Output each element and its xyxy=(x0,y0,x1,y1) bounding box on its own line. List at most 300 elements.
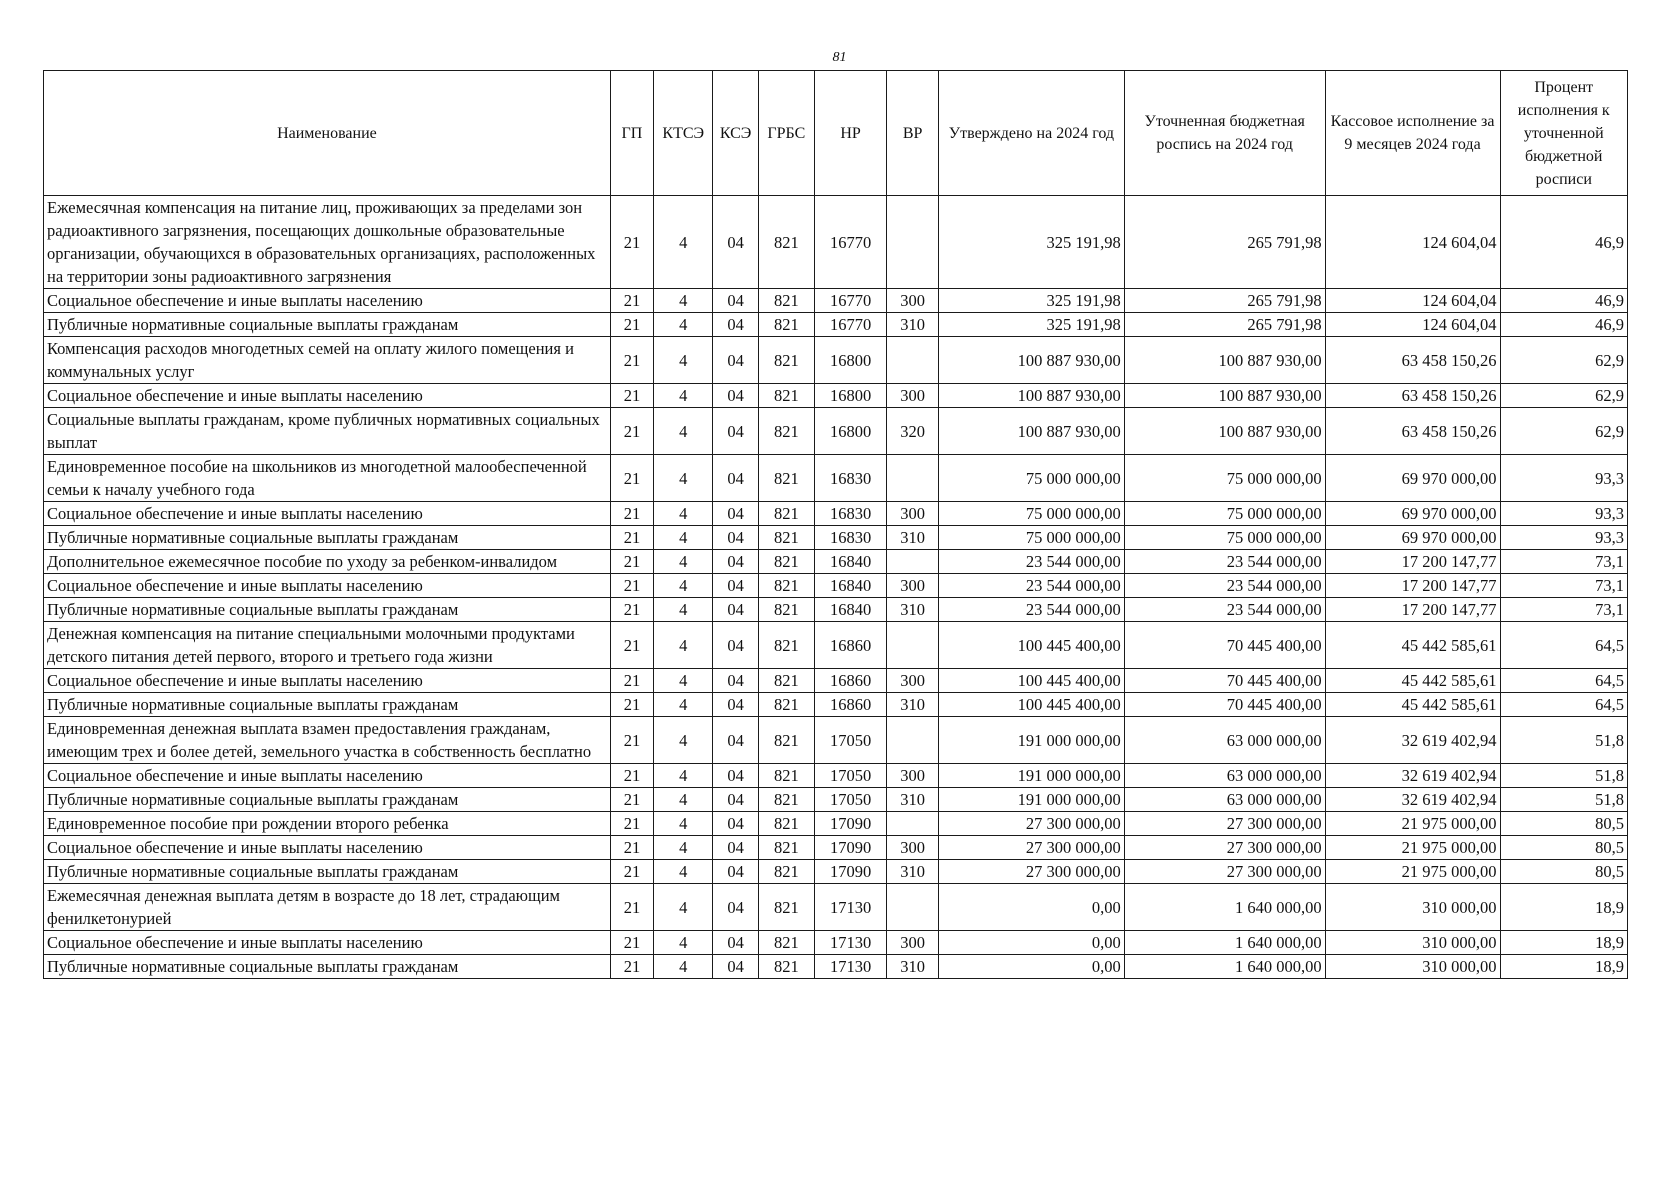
ktse-cell: 4 xyxy=(654,931,713,955)
cash-execution-cell: 21 975 000,00 xyxy=(1325,812,1500,836)
grbs-cell: 821 xyxy=(758,788,814,812)
name-cell: Публичные нормативные социальные выплаты гражданам xyxy=(44,693,611,717)
cash-execution-cell: 17 200 147,77 xyxy=(1325,574,1500,598)
percent-cell: 46,9 xyxy=(1500,196,1628,289)
gp-cell: 21 xyxy=(610,717,653,764)
ktse-cell: 4 xyxy=(654,455,713,502)
percent-cell: 64,5 xyxy=(1500,622,1628,669)
gp-cell: 21 xyxy=(610,693,653,717)
kse-cell: 04 xyxy=(713,455,758,502)
vr-cell: 300 xyxy=(887,502,939,526)
nr-cell: 16830 xyxy=(814,502,886,526)
kse-cell: 04 xyxy=(713,955,758,979)
gp-cell: 21 xyxy=(610,550,653,574)
ktse-cell: 4 xyxy=(654,884,713,931)
table-row xyxy=(44,788,1628,812)
gp-cell: 21 xyxy=(610,574,653,598)
refined-budget-cell: 70 445 400,00 xyxy=(1124,622,1325,669)
ktse-cell: 4 xyxy=(654,955,713,979)
ktse-cell: 4 xyxy=(654,693,713,717)
approved-cell: 100 445 400,00 xyxy=(939,669,1125,693)
name-cell: Публичные нормативные социальные выплаты гражданам xyxy=(44,788,611,812)
refined-budget-cell: 23 544 000,00 xyxy=(1124,574,1325,598)
grbs-cell: 821 xyxy=(758,693,814,717)
approved-cell: 0,00 xyxy=(939,884,1125,931)
header-row xyxy=(44,71,1628,196)
cash-execution-cell: 45 442 585,61 xyxy=(1325,622,1500,669)
table-row xyxy=(44,860,1628,884)
kse-cell: 04 xyxy=(713,622,758,669)
ktse-cell: 4 xyxy=(654,384,713,408)
column-header-ktse: КТСЭ xyxy=(654,71,713,196)
approved-cell: 23 544 000,00 xyxy=(939,550,1125,574)
kse-cell: 04 xyxy=(713,812,758,836)
kse-cell: 04 xyxy=(713,931,758,955)
refined-budget-cell: 100 887 930,00 xyxy=(1124,408,1325,455)
gp-cell: 21 xyxy=(610,455,653,502)
ktse-cell: 4 xyxy=(654,574,713,598)
approved-cell: 191 000 000,00 xyxy=(939,717,1125,764)
grbs-cell: 821 xyxy=(758,931,814,955)
refined-budget-cell: 63 000 000,00 xyxy=(1124,764,1325,788)
grbs-cell: 821 xyxy=(758,502,814,526)
grbs-cell: 821 xyxy=(758,384,814,408)
cash-execution-cell: 310 000,00 xyxy=(1325,884,1500,931)
nr-cell: 16840 xyxy=(814,574,886,598)
approved-cell: 27 300 000,00 xyxy=(939,812,1125,836)
gp-cell: 21 xyxy=(610,196,653,289)
kse-cell: 04 xyxy=(713,764,758,788)
approved-cell: 100 887 930,00 xyxy=(939,384,1125,408)
table-row xyxy=(44,669,1628,693)
vr-cell xyxy=(887,812,939,836)
approved-cell: 23 544 000,00 xyxy=(939,574,1125,598)
nr-cell: 17130 xyxy=(814,884,886,931)
gp-cell: 21 xyxy=(610,313,653,337)
approved-cell: 0,00 xyxy=(939,955,1125,979)
ktse-cell: 4 xyxy=(654,764,713,788)
kse-cell: 04 xyxy=(713,574,758,598)
grbs-cell: 821 xyxy=(758,884,814,931)
cash-execution-cell: 69 970 000,00 xyxy=(1325,526,1500,550)
column-header-name: Наименование xyxy=(44,71,611,196)
percent-cell: 18,9 xyxy=(1500,955,1628,979)
table-row xyxy=(44,408,1628,455)
refined-budget-cell: 265 791,98 xyxy=(1124,313,1325,337)
gp-cell: 21 xyxy=(610,384,653,408)
vr-cell: 310 xyxy=(887,955,939,979)
table-row xyxy=(44,455,1628,502)
cash-execution-cell: 63 458 150,26 xyxy=(1325,337,1500,384)
vr-cell: 310 xyxy=(887,313,939,337)
table-row xyxy=(44,931,1628,955)
kse-cell: 04 xyxy=(713,884,758,931)
percent-cell: 46,9 xyxy=(1500,313,1628,337)
grbs-cell: 821 xyxy=(758,574,814,598)
cash-execution-cell: 17 200 147,77 xyxy=(1325,598,1500,622)
ktse-cell: 4 xyxy=(654,502,713,526)
column-header-cash-execution: Кассовое исполнение за 9 месяцев 2024 года xyxy=(1325,71,1500,196)
gp-cell: 21 xyxy=(610,502,653,526)
name-cell: Социальное обеспечение и иные выплаты населению xyxy=(44,502,611,526)
percent-cell: 18,9 xyxy=(1500,931,1628,955)
nr-cell: 17090 xyxy=(814,836,886,860)
table-row xyxy=(44,622,1628,669)
ktse-cell: 4 xyxy=(654,669,713,693)
name-cell: Публичные нормативные социальные выплаты гражданам xyxy=(44,526,611,550)
ktse-cell: 4 xyxy=(654,622,713,669)
approved-cell: 100 445 400,00 xyxy=(939,622,1125,669)
kse-cell: 04 xyxy=(713,313,758,337)
approved-cell: 75 000 000,00 xyxy=(939,455,1125,502)
name-cell: Социальное обеспечение и иные выплаты населению xyxy=(44,384,611,408)
kse-cell: 04 xyxy=(713,669,758,693)
nr-cell: 17090 xyxy=(814,812,886,836)
gp-cell: 21 xyxy=(610,289,653,313)
ktse-cell: 4 xyxy=(654,526,713,550)
percent-cell: 80,5 xyxy=(1500,860,1628,884)
gp-cell: 21 xyxy=(610,764,653,788)
cash-execution-cell: 45 442 585,61 xyxy=(1325,669,1500,693)
nr-cell: 16770 xyxy=(814,289,886,313)
percent-cell: 93,3 xyxy=(1500,455,1628,502)
name-cell: Дополнительное ежемесячное пособие по уходу за ребенком-инвалидом xyxy=(44,550,611,574)
cash-execution-cell: 63 458 150,26 xyxy=(1325,408,1500,455)
percent-cell: 62,9 xyxy=(1500,384,1628,408)
grbs-cell: 821 xyxy=(758,622,814,669)
approved-cell: 100 445 400,00 xyxy=(939,693,1125,717)
table-row xyxy=(44,574,1628,598)
ktse-cell: 4 xyxy=(654,788,713,812)
name-cell: Социальные выплаты гражданам, кроме публичных нормативных социальных выплат xyxy=(44,408,611,455)
ktse-cell: 4 xyxy=(654,408,713,455)
vr-cell xyxy=(887,717,939,764)
table-row xyxy=(44,526,1628,550)
column-header-approved: Утверждено на 2024 год xyxy=(939,71,1125,196)
gp-cell: 21 xyxy=(610,526,653,550)
cash-execution-cell: 17 200 147,77 xyxy=(1325,550,1500,574)
name-cell: Социальное обеспечение и иные выплаты населению xyxy=(44,289,611,313)
approved-cell: 325 191,98 xyxy=(939,196,1125,289)
gp-cell: 21 xyxy=(610,408,653,455)
vr-cell: 310 xyxy=(887,693,939,717)
table-body xyxy=(44,196,1628,979)
approved-cell: 27 300 000,00 xyxy=(939,860,1125,884)
cash-execution-cell: 69 970 000,00 xyxy=(1325,502,1500,526)
ktse-cell: 4 xyxy=(654,598,713,622)
approved-cell: 325 191,98 xyxy=(939,289,1125,313)
name-cell: Социальное обеспечение и иные выплаты населению xyxy=(44,764,611,788)
percent-cell: 51,8 xyxy=(1500,717,1628,764)
vr-cell: 300 xyxy=(887,931,939,955)
gp-cell: 21 xyxy=(610,669,653,693)
cash-execution-cell: 124 604,04 xyxy=(1325,196,1500,289)
vr-cell: 320 xyxy=(887,408,939,455)
gp-cell: 21 xyxy=(610,955,653,979)
kse-cell: 04 xyxy=(713,384,758,408)
name-cell: Ежемесячная денежная выплата детям в возрасте до 18 лет, страдающим фенилкетонурией xyxy=(44,884,611,931)
percent-cell: 64,5 xyxy=(1500,669,1628,693)
approved-cell: 23 544 000,00 xyxy=(939,598,1125,622)
kse-cell: 04 xyxy=(713,526,758,550)
page-number: 81 xyxy=(832,50,847,65)
column-header-refined-budget: Уточненная бюджетная роспись на 2024 год xyxy=(1124,71,1325,196)
table-row xyxy=(44,313,1628,337)
cash-execution-cell: 45 442 585,61 xyxy=(1325,693,1500,717)
grbs-cell: 821 xyxy=(758,455,814,502)
refined-budget-cell: 100 887 930,00 xyxy=(1124,337,1325,384)
cash-execution-cell: 124 604,04 xyxy=(1325,289,1500,313)
name-cell: Ежемесячная компенсация на питание лиц, проживающих за пределами зон радиоактивного загрязнения, посещающих дошкольные образовательные организации, обучающихся в образовательных организациях, расположенных на территории зоны радиоактивного загрязнения xyxy=(44,196,611,289)
ktse-cell: 4 xyxy=(654,550,713,574)
column-header-grbs: ГРБС xyxy=(758,71,814,196)
table-row xyxy=(44,598,1628,622)
table-row xyxy=(44,812,1628,836)
cash-execution-cell: 69 970 000,00 xyxy=(1325,455,1500,502)
name-cell: Денежная компенсация на питание специальными молочными продуктами детского питания детей первого, второго и третьего года жизни xyxy=(44,622,611,669)
approved-cell: 27 300 000,00 xyxy=(939,836,1125,860)
name-cell: Публичные нормативные социальные выплаты гражданам xyxy=(44,860,611,884)
cash-execution-cell: 63 458 150,26 xyxy=(1325,384,1500,408)
nr-cell: 17130 xyxy=(814,931,886,955)
grbs-cell: 821 xyxy=(758,764,814,788)
ktse-cell: 4 xyxy=(654,313,713,337)
percent-cell: 80,5 xyxy=(1500,836,1628,860)
percent-cell: 73,1 xyxy=(1500,598,1628,622)
name-cell: Социальное обеспечение и иные выплаты населению xyxy=(44,836,611,860)
cash-execution-cell: 32 619 402,94 xyxy=(1325,764,1500,788)
grbs-cell: 821 xyxy=(758,598,814,622)
table-row xyxy=(44,337,1628,384)
column-header-kse: КСЭ xyxy=(713,71,758,196)
kse-cell: 04 xyxy=(713,408,758,455)
name-cell: Социальное обеспечение и иные выплаты населению xyxy=(44,574,611,598)
grbs-cell: 821 xyxy=(758,955,814,979)
ktse-cell: 4 xyxy=(654,289,713,313)
percent-cell: 73,1 xyxy=(1500,574,1628,598)
name-cell: Публичные нормативные социальные выплаты гражданам xyxy=(44,598,611,622)
cash-execution-cell: 310 000,00 xyxy=(1325,931,1500,955)
grbs-cell: 821 xyxy=(758,196,814,289)
ktse-cell: 4 xyxy=(654,337,713,384)
gp-cell: 21 xyxy=(610,812,653,836)
approved-cell: 100 887 930,00 xyxy=(939,408,1125,455)
grbs-cell: 821 xyxy=(758,289,814,313)
table-row xyxy=(44,289,1628,313)
vr-cell: 310 xyxy=(887,860,939,884)
ktse-cell: 4 xyxy=(654,717,713,764)
table-row xyxy=(44,836,1628,860)
approved-cell: 191 000 000,00 xyxy=(939,788,1125,812)
refined-budget-cell: 27 300 000,00 xyxy=(1124,836,1325,860)
kse-cell: 04 xyxy=(713,502,758,526)
table-row xyxy=(44,502,1628,526)
gp-cell: 21 xyxy=(610,884,653,931)
vr-cell xyxy=(887,550,939,574)
kse-cell: 04 xyxy=(713,693,758,717)
percent-cell: 18,9 xyxy=(1500,884,1628,931)
kse-cell: 04 xyxy=(713,289,758,313)
table-row xyxy=(44,717,1628,764)
nr-cell: 17050 xyxy=(814,788,886,812)
percent-cell: 51,8 xyxy=(1500,788,1628,812)
percent-cell: 80,5 xyxy=(1500,812,1628,836)
nr-cell: 16840 xyxy=(814,550,886,574)
table-row xyxy=(44,764,1628,788)
vr-cell: 300 xyxy=(887,669,939,693)
vr-cell: 300 xyxy=(887,836,939,860)
cash-execution-cell: 32 619 402,94 xyxy=(1325,717,1500,764)
nr-cell: 16860 xyxy=(814,622,886,669)
kse-cell: 04 xyxy=(713,860,758,884)
percent-cell: 93,3 xyxy=(1500,526,1628,550)
approved-cell: 325 191,98 xyxy=(939,313,1125,337)
nr-cell: 16800 xyxy=(814,384,886,408)
nr-cell: 16830 xyxy=(814,455,886,502)
table-row xyxy=(44,550,1628,574)
budget-table xyxy=(43,70,1628,979)
nr-cell: 16830 xyxy=(814,526,886,550)
gp-cell: 21 xyxy=(610,931,653,955)
table-row xyxy=(44,884,1628,931)
gp-cell: 21 xyxy=(610,622,653,669)
percent-cell: 62,9 xyxy=(1500,408,1628,455)
kse-cell: 04 xyxy=(713,196,758,289)
percent-cell: 93,3 xyxy=(1500,502,1628,526)
grbs-cell: 821 xyxy=(758,812,814,836)
vr-cell xyxy=(887,337,939,384)
table-row xyxy=(44,955,1628,979)
table-row xyxy=(44,384,1628,408)
name-cell: Компенсация расходов многодетных семей на оплату жилого помещения и коммунальных услуг xyxy=(44,337,611,384)
ktse-cell: 4 xyxy=(654,836,713,860)
cash-execution-cell: 310 000,00 xyxy=(1325,955,1500,979)
vr-cell: 300 xyxy=(887,289,939,313)
gp-cell: 21 xyxy=(610,860,653,884)
vr-cell: 310 xyxy=(887,526,939,550)
vr-cell: 310 xyxy=(887,598,939,622)
refined-budget-cell: 27 300 000,00 xyxy=(1124,812,1325,836)
gp-cell: 21 xyxy=(610,788,653,812)
refined-budget-cell: 23 544 000,00 xyxy=(1124,598,1325,622)
kse-cell: 04 xyxy=(713,598,758,622)
refined-budget-cell: 23 544 000,00 xyxy=(1124,550,1325,574)
percent-cell: 46,9 xyxy=(1500,289,1628,313)
refined-budget-cell: 265 791,98 xyxy=(1124,289,1325,313)
column-header-nr: НР xyxy=(814,71,886,196)
nr-cell: 16800 xyxy=(814,408,886,455)
vr-cell xyxy=(887,884,939,931)
vr-cell xyxy=(887,622,939,669)
refined-budget-cell: 75 000 000,00 xyxy=(1124,502,1325,526)
nr-cell: 17130 xyxy=(814,955,886,979)
refined-budget-cell: 63 000 000,00 xyxy=(1124,717,1325,764)
nr-cell: 16840 xyxy=(814,598,886,622)
kse-cell: 04 xyxy=(713,550,758,574)
cash-execution-cell: 32 619 402,94 xyxy=(1325,788,1500,812)
nr-cell: 17090 xyxy=(814,860,886,884)
refined-budget-cell: 1 640 000,00 xyxy=(1124,955,1325,979)
ktse-cell: 4 xyxy=(654,812,713,836)
grbs-cell: 821 xyxy=(758,669,814,693)
refined-budget-cell: 100 887 930,00 xyxy=(1124,384,1325,408)
kse-cell: 04 xyxy=(713,836,758,860)
approved-cell: 100 887 930,00 xyxy=(939,337,1125,384)
refined-budget-cell: 70 445 400,00 xyxy=(1124,693,1325,717)
grbs-cell: 821 xyxy=(758,836,814,860)
nr-cell: 16860 xyxy=(814,693,886,717)
approved-cell: 75 000 000,00 xyxy=(939,502,1125,526)
vr-cell xyxy=(887,455,939,502)
grbs-cell: 821 xyxy=(758,526,814,550)
gp-cell: 21 xyxy=(610,836,653,860)
nr-cell: 17050 xyxy=(814,717,886,764)
refined-budget-cell: 63 000 000,00 xyxy=(1124,788,1325,812)
table-row xyxy=(44,196,1628,289)
column-header-execution-percent: Процент исполнения к уточненной бюджетной росписи xyxy=(1500,71,1628,196)
nr-cell: 16860 xyxy=(814,669,886,693)
table-row xyxy=(44,693,1628,717)
ktse-cell: 4 xyxy=(654,860,713,884)
refined-budget-cell: 1 640 000,00 xyxy=(1124,884,1325,931)
kse-cell: 04 xyxy=(713,337,758,384)
refined-budget-cell: 1 640 000,00 xyxy=(1124,931,1325,955)
cash-execution-cell: 21 975 000,00 xyxy=(1325,836,1500,860)
grbs-cell: 821 xyxy=(758,717,814,764)
vr-cell: 300 xyxy=(887,384,939,408)
name-cell: Публичные нормативные социальные выплаты гражданам xyxy=(44,313,611,337)
nr-cell: 16800 xyxy=(814,337,886,384)
grbs-cell: 821 xyxy=(758,860,814,884)
ktse-cell: 4 xyxy=(654,196,713,289)
percent-cell: 51,8 xyxy=(1500,764,1628,788)
gp-cell: 21 xyxy=(610,598,653,622)
grbs-cell: 821 xyxy=(758,337,814,384)
percent-cell: 64,5 xyxy=(1500,693,1628,717)
vr-cell: 300 xyxy=(887,574,939,598)
column-header-vr: ВР xyxy=(887,71,939,196)
approved-cell: 191 000 000,00 xyxy=(939,764,1125,788)
refined-budget-cell: 265 791,98 xyxy=(1124,196,1325,289)
name-cell: Единовременное пособие при рождении второго ребенка xyxy=(44,812,611,836)
grbs-cell: 821 xyxy=(758,408,814,455)
refined-budget-cell: 70 445 400,00 xyxy=(1124,669,1325,693)
refined-budget-cell: 75 000 000,00 xyxy=(1124,455,1325,502)
column-header-gp: ГП xyxy=(610,71,653,196)
name-cell: Социальное обеспечение и иные выплаты населению xyxy=(44,931,611,955)
gp-cell: 21 xyxy=(610,337,653,384)
name-cell: Единовременная денежная выплата взамен предоставления гражданам, имеющим трех и более детей, земельного участка в собственность бесплатно xyxy=(44,717,611,764)
grbs-cell: 821 xyxy=(758,313,814,337)
refined-budget-cell: 75 000 000,00 xyxy=(1124,526,1325,550)
kse-cell: 04 xyxy=(713,788,758,812)
nr-cell: 16770 xyxy=(814,196,886,289)
grbs-cell: 821 xyxy=(758,550,814,574)
cash-execution-cell: 21 975 000,00 xyxy=(1325,860,1500,884)
nr-cell: 16770 xyxy=(814,313,886,337)
cash-execution-cell: 124 604,04 xyxy=(1325,313,1500,337)
percent-cell: 73,1 xyxy=(1500,550,1628,574)
approved-cell: 75 000 000,00 xyxy=(939,526,1125,550)
kse-cell: 04 xyxy=(713,717,758,764)
percent-cell: 62,9 xyxy=(1500,337,1628,384)
nr-cell: 17050 xyxy=(814,764,886,788)
vr-cell: 300 xyxy=(887,764,939,788)
vr-cell xyxy=(887,196,939,289)
name-cell: Единовременное пособие на школьников из многодетной малообеспеченной семьи к началу учебного года xyxy=(44,455,611,502)
refined-budget-cell: 27 300 000,00 xyxy=(1124,860,1325,884)
name-cell: Публичные нормативные социальные выплаты гражданам xyxy=(44,955,611,979)
